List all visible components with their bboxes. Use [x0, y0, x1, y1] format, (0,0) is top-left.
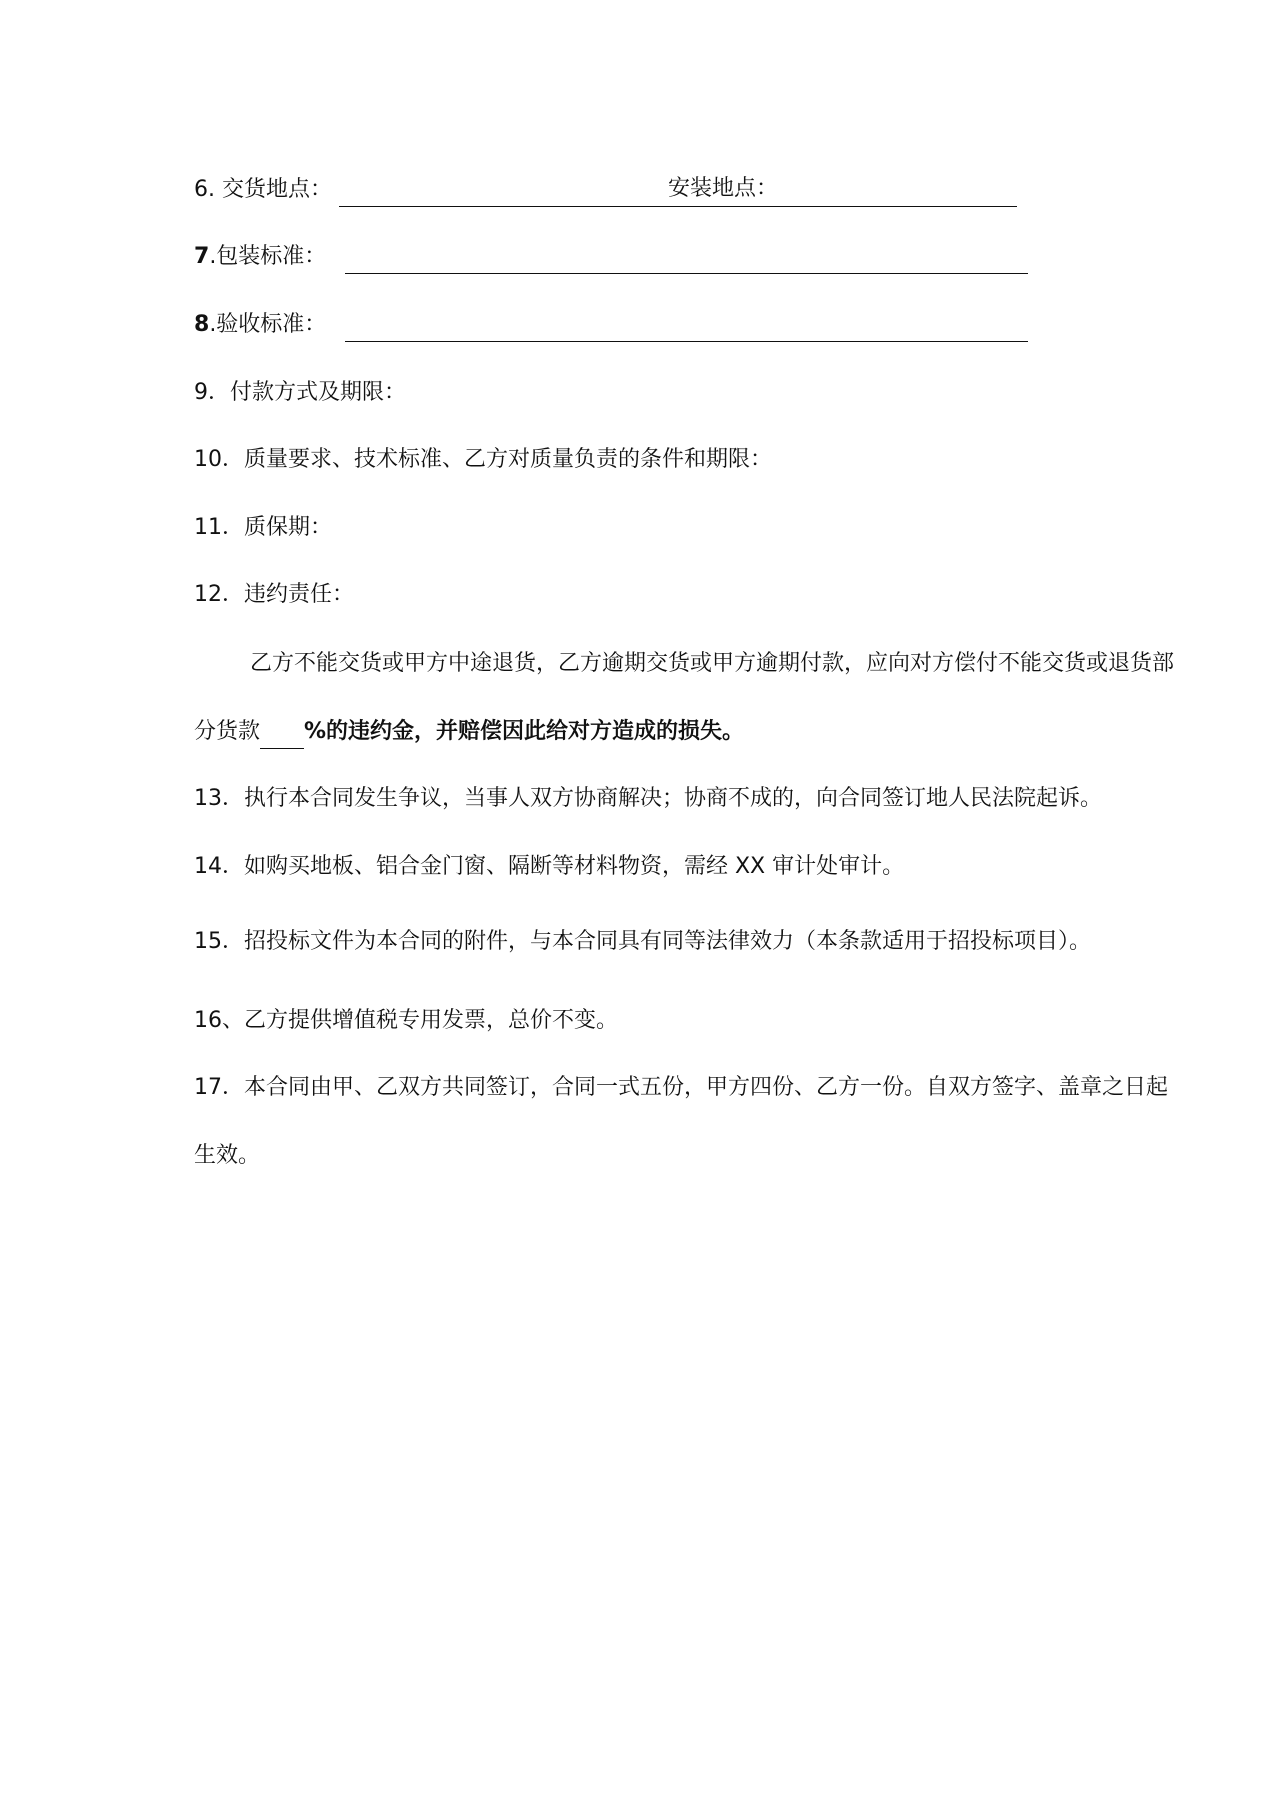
breach-paragraph-line-1: 乙方不能交货或甲方中途退货，乙方逾期交货或甲方逾期付款，应向对方偿付不能交货或退货部 [250, 651, 1175, 676]
item-17-signing-line-1: 17．本合同由甲、乙双方共同签订，合同一式五份，甲方四份、乙方一份。自双方签字、盖章之日起 [194, 1075, 1168, 1100]
acceptance-standard-blank[interactable] [345, 311, 1028, 342]
item-9-payment-terms: 9．付款方式及期限： [194, 380, 406, 405]
penalty-percent-blank[interactable] [260, 718, 304, 749]
item-12-breach-liability: 12．违约责任： [194, 582, 354, 607]
breach-paragraph-line-2 [194, 715, 1204, 749]
item-7-number: 7 [194, 244, 210, 269]
item-6-delivery-location [194, 173, 1204, 207]
install-location-label: 安装地点： [668, 172, 778, 206]
item-8-number: 8 [194, 312, 210, 337]
delivery-location-label: 交货地点： [222, 177, 333, 202]
item-6-number: 6. [194, 177, 215, 202]
item-10-quality-requirements: 10．质量要求、技术标准、乙方对质量负责的条件和期限： [194, 447, 772, 472]
item-17-signing-line-2: 生效。 [194, 1143, 261, 1168]
item-16-vat-invoice: 16、乙方提供增值税专用发票，总价不变。 [194, 1008, 618, 1033]
install-location-field[interactable] [669, 176, 1017, 207]
item-7-packaging-standard [194, 240, 1204, 274]
packaging-standard-blank[interactable] [345, 243, 1028, 274]
acceptance-standard-label: .验收标准： [209, 312, 327, 337]
item-8-acceptance-standard [194, 308, 1204, 342]
delivery-location-blank[interactable] [339, 176, 669, 207]
item-13-dispute-resolution: 13．执行本合同发生争议，当事人双方协商解决；协商不成的，向合同签订地人民法院起诉。 [194, 786, 1102, 811]
breach-paragraph-text-a: 分货款 [194, 719, 261, 744]
item-14-audit-requirement: 14．如购买地板、铝合金门窗、隔断等材料物资，需经 XX 审计处审计。 [194, 854, 905, 879]
item-15-bidding-documents: 15．招投标文件为本合同的附件，与本合同具有同等法律效力（本条款适用于招投标项目）。 [194, 929, 1091, 954]
breach-paragraph-text-b: %的违约金，并赔偿因此给对方造成的损失。 [304, 719, 745, 744]
item-11-warranty-period: 11．质保期： [194, 515, 332, 540]
packaging-standard-label: .包装标准： [209, 244, 327, 269]
